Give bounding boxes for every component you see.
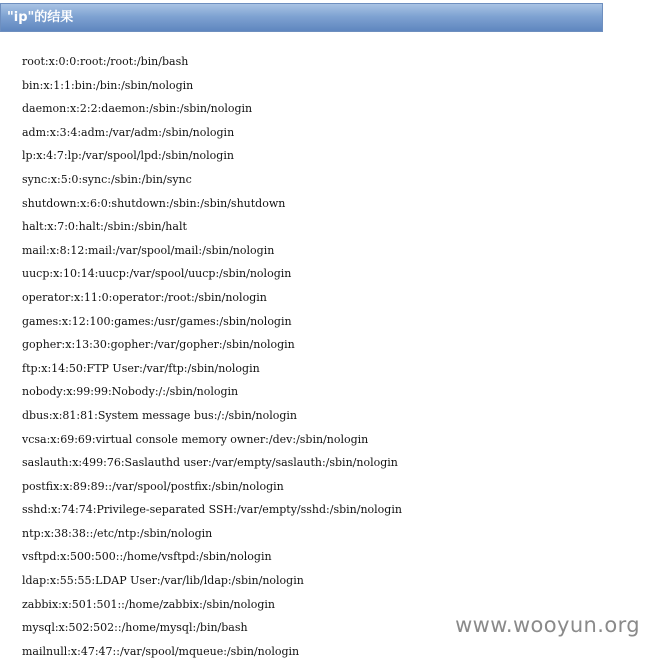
result-line: lp:x:4:7:lp:/var/spool/lpd:/sbin/nologin [22, 149, 234, 163]
result-line: adm:x:3:4:adm:/var/adm:/sbin/nologin [22, 125, 235, 139]
result-line: bin:x:1:1:bin:/bin:/sbin/nologin [22, 78, 194, 92]
result-line: saslauth:x:499:76:Saslauthd user:/var/empty/saslauth:/sbin/nologin [22, 456, 398, 470]
result-line: uucp:x:10:14:uucp:/var/spool/uucp:/sbin/nologin [22, 267, 292, 281]
result-line: sync:x:5:0:sync:/sbin:/bin/sync [22, 172, 192, 186]
result-line: mailnull:x:47:47::/var/spool/mqueue:/sbin/nologin [22, 644, 300, 658]
watermark: www.wooyun.org [455, 613, 640, 637]
result-line: root:x:0:0:root:/root:/bin/bash [22, 55, 189, 68]
result-line: operator:x:11:0:operator:/root:/sbin/nologin [22, 290, 267, 304]
result-line: mail:x:8:12:mail:/var/spool/mail:/sbin/nologin [22, 243, 275, 257]
result-line: vcsa:x:69:69:virtual console memory owner:/dev:/sbin/nologin [22, 432, 369, 446]
result-line: zabbix:x:501:501::/home/zabbix:/sbin/nologin [22, 597, 275, 611]
result-line: ldap:x:55:55:LDAP User:/var/lib/ldap:/sbin/nologin [22, 574, 304, 588]
result-line: games:x:12:100:games:/usr/games:/sbin/nologin [22, 314, 292, 328]
result-line: dbus:x:81:81:System message bus:/:/sbin/nologin [22, 408, 298, 422]
result-line: daemon:x:2:2:daemon:/sbin:/sbin/nologin [22, 102, 253, 116]
result-line: shutdown:x:6:0:shutdown:/sbin:/sbin/shutdown [22, 196, 286, 210]
result-line: sshd:x:74:74:Privilege-separated SSH:/var/empty/sshd:/sbin/nologin [22, 503, 402, 517]
result-line: vsftpd:x:500:500::/home/vsftpd:/sbin/nologin [22, 550, 272, 564]
result-line: gopher:x:13:30:gopher:/var/gopher:/sbin/nologin [22, 338, 295, 352]
result-line: postfix:x:89:89::/var/spool/postfix:/sbin/nologin [22, 479, 284, 493]
results-title: "ip"的结果 [7, 10, 74, 25]
result-line: mysql:x:502:502::/home/mysql:/bin/bash [22, 621, 248, 635]
result-list [22, 50, 402, 663]
result-line: ftp:x:14:50:FTP User:/var/ftp:/sbin/nologin [22, 361, 260, 375]
result-line: ntp:x:38:38::/etc/ntp:/sbin/nologin [22, 526, 213, 540]
result-line: halt:x:7:0:halt:/sbin:/sbin/halt [22, 220, 187, 234]
result-line: nobody:x:99:99:Nobody:/:/sbin/nologin [22, 385, 239, 399]
results-panel-header [0, 3, 603, 32]
